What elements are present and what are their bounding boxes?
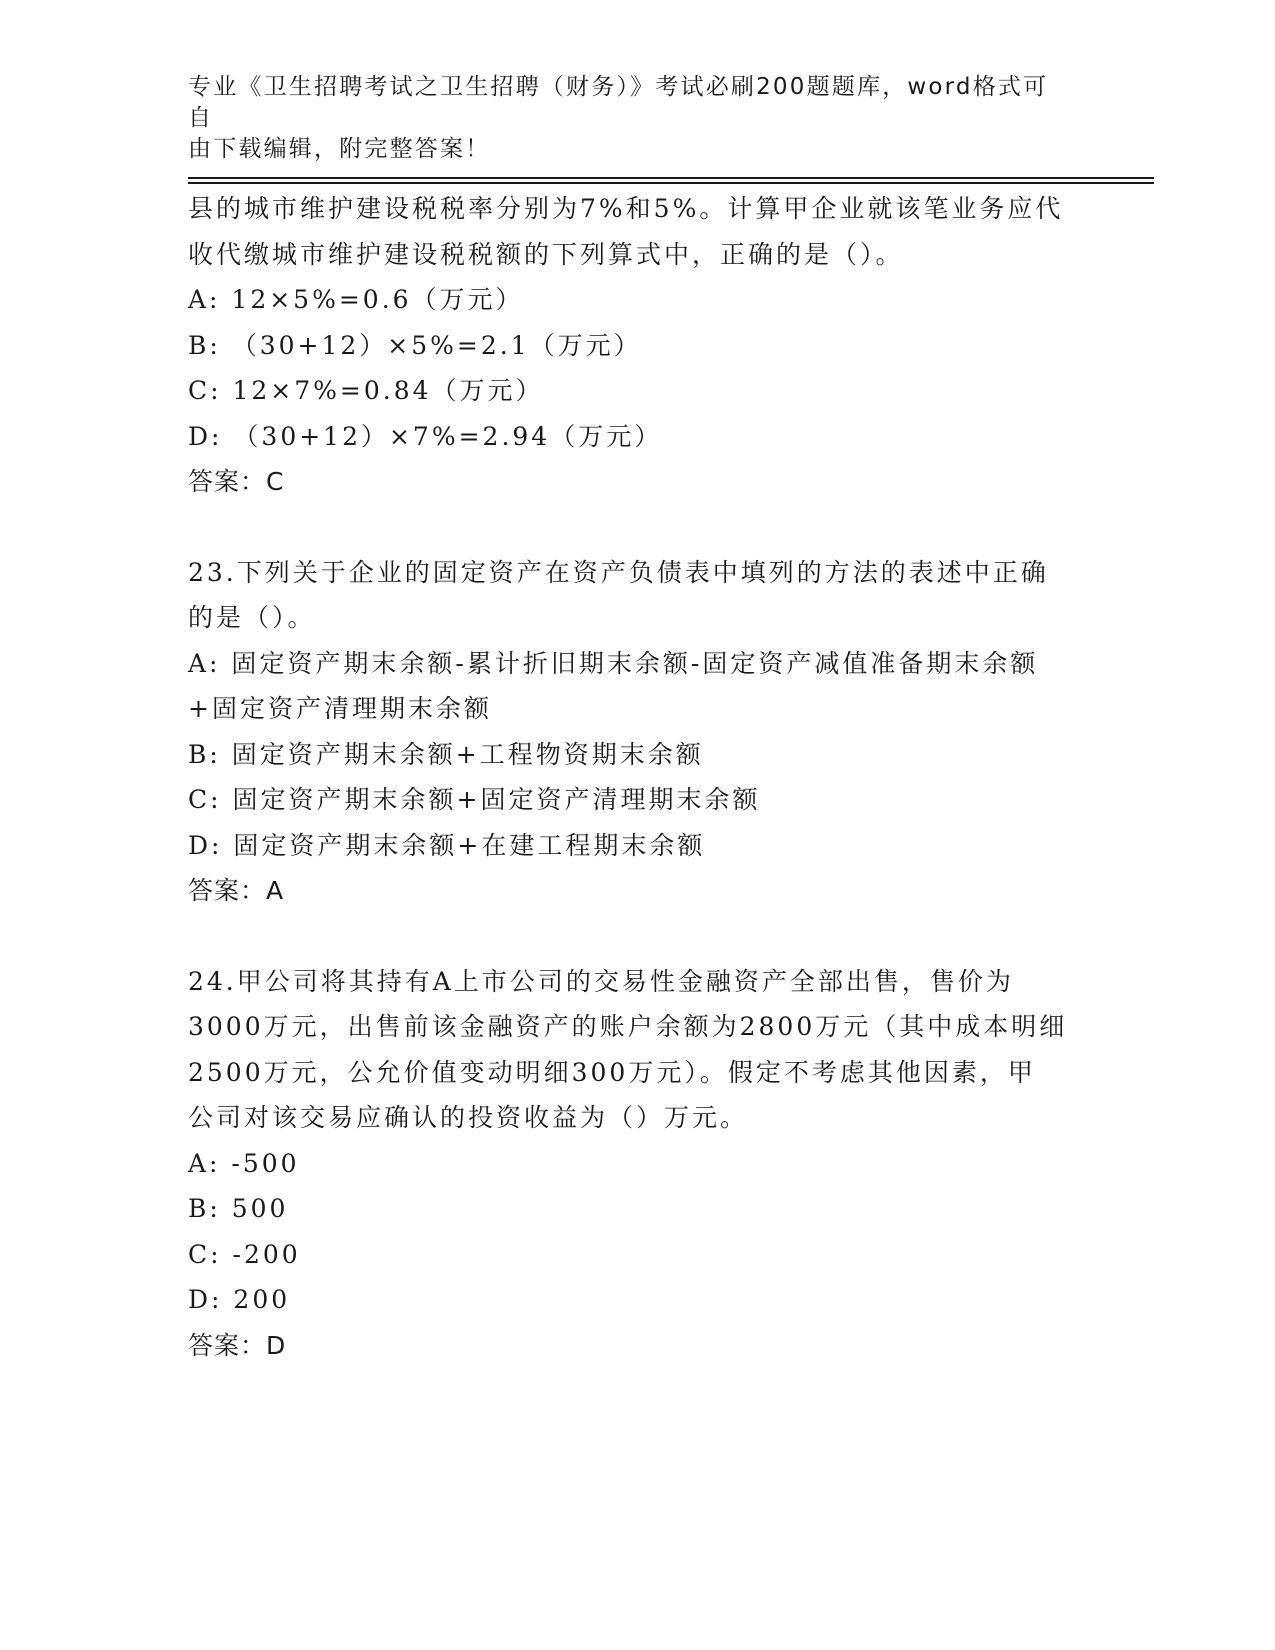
header-title-line-1: 专业《卫生招聘考试之卫生招聘（财务）》考试必刷200题题库，word格式可自 (188, 74, 1049, 131)
option-a: A: 固定资产期末余额-累计折旧期末余额-固定资产减值准备期末余额 (188, 648, 1039, 678)
option-a-continuation: +固定资产清理期末余额 (188, 694, 492, 723)
option-d: D: 固定资产期末余额+在建工程期末余额 (188, 830, 706, 860)
option-c: C: -200 (188, 1239, 301, 1269)
question-stem-line: 3000万元，出售前该金融资产的账户余额为2800万元（其中成本明细 (188, 1012, 1068, 1041)
question-stem-line: 公司对该交易应确认的投资收益为（）万元。 (188, 1103, 749, 1132)
question-22 (188, 186, 1088, 505)
question-stem-line: 的是（）。 (188, 603, 316, 632)
spacer (188, 914, 1088, 959)
question-stem-line: 县的城市维护建设税税率分别为7%和5%。计算甲企业就该笔业务应代 (188, 194, 1064, 223)
answer-line: 答案：C (188, 467, 285, 496)
option-d: D: 200 (188, 1285, 291, 1314)
header-divider-bottom (188, 182, 1154, 184)
question-content (188, 186, 1088, 1368)
question-stem-line: 23.下列关于企业的固定资产在资产负债表中填列的方法的表述中正确 (188, 557, 1049, 587)
option-b: B: 固定资产期末余额+工程物资期末余额 (188, 739, 704, 769)
question-24 (188, 959, 1088, 1369)
option-b: B: 500 (188, 1194, 289, 1223)
header-divider-top (188, 177, 1154, 179)
option-c: C: 固定资产期末余额+固定资产清理期末余额 (188, 785, 761, 814)
header-title-line-2: 由下载编辑，附完整答案！ (188, 136, 491, 162)
answer-line: 答案：D (188, 1330, 287, 1360)
answer-line: 答案：A (188, 876, 285, 905)
question-stem-line: 24.甲公司将其持有A上市公司的交易性金融资产全部出售，售价为 (188, 966, 1014, 996)
option-a: A: -500 (188, 1148, 300, 1178)
spacer (188, 505, 1088, 550)
question-stem-line: 收代缴城市维护建设税税额的下列算式中，正确的是（）。 (188, 239, 904, 269)
question-stem-line: 2500万元，公允价值变动明细300万元）。假定不考虑其他因素，甲 (188, 1057, 1036, 1087)
document-header (188, 72, 1068, 165)
question-23 (188, 550, 1088, 914)
option-d: D: （30+12）×7%=2.94（万元） (188, 421, 663, 451)
option-a: A: 12×5%=0.6（万元） (188, 285, 524, 314)
option-b: B: （30+12）×5%=2.1（万元） (188, 330, 642, 360)
option-c: C: 12×7%=0.84（万元） (188, 376, 544, 405)
